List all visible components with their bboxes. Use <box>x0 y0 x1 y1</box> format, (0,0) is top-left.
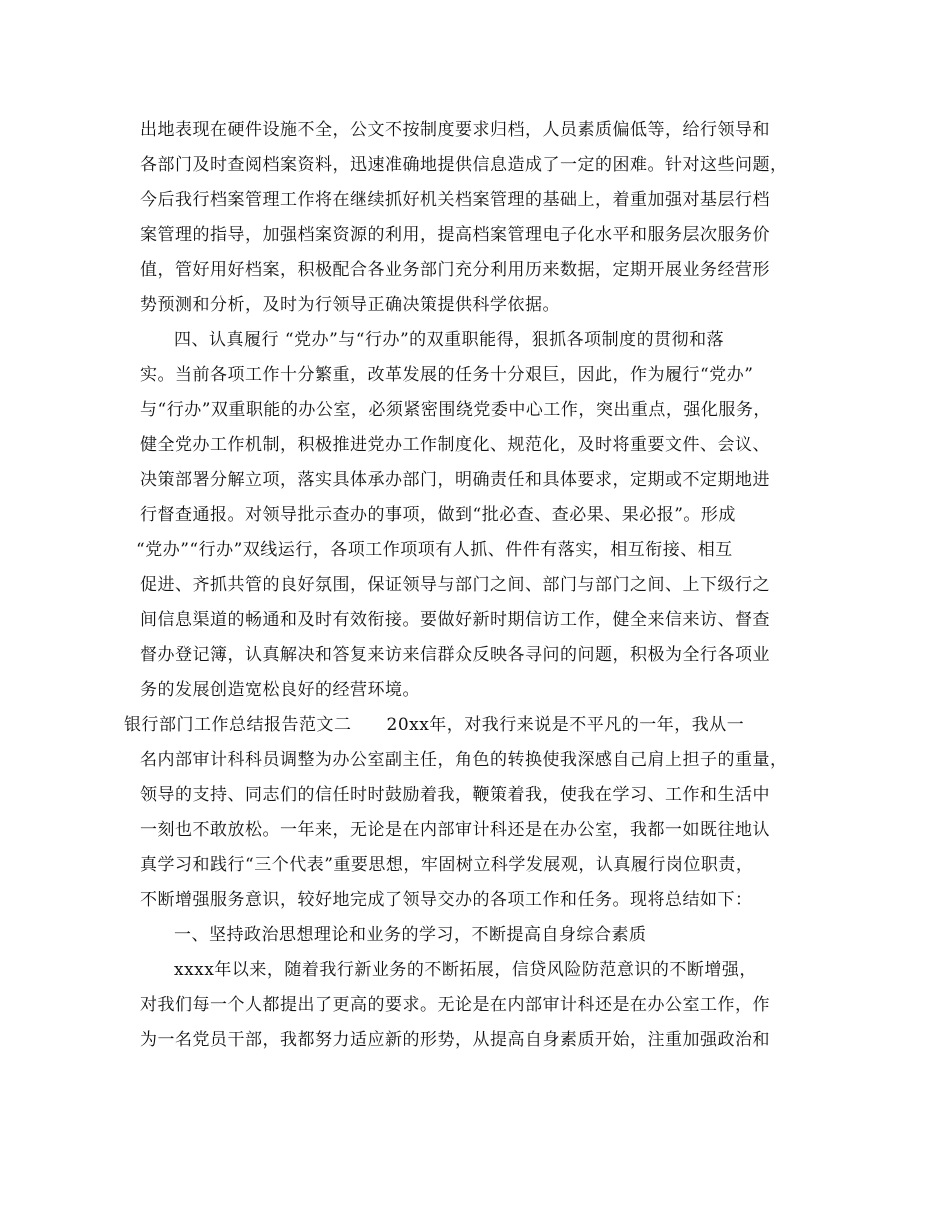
text-line: 出地表现在硬件设施不全，公文不按制度要求归档，人员素质偏低等，给行领导和 <box>140 120 770 140</box>
text-line: 值，管好用好档案，积极配合各业务部门充分利用历来数据，定期开展业务经营形 <box>140 260 770 280</box>
text-line: 务的发展创造宽松良好的经营环境。 <box>140 680 420 700</box>
text-line: 案管理的指导，加强档案资源的利用，提高档案管理电子化水平和服务层次服务价 <box>140 225 770 245</box>
text-line: 与“行办”双重职能的办公室，必须紧密围绕党委中心工作，突出重点，强化服务， <box>140 400 771 420</box>
text-line: 督办登记簿，认真解决和答复来访来信群众反映各寻问的问题，积极为全行各项业 <box>140 645 770 665</box>
text-line: 对我们每一个人都提出了更高的要求。无论是在内部审计科还是在办公室工作，作 <box>140 995 770 1015</box>
section-heading-line: 一、坚持政治思想理论和业务的学习，不断提高自身综合素质 <box>174 925 647 945</box>
text-line: 今后我行档案管理工作将在继续抓好机关档案管理的基础上，着重加强对基层行档 <box>140 190 770 210</box>
section-heading-line: 四、认真履行 “党办”与“行办”的双重职能得，狠抓各项制度的贯彻和落 <box>174 330 725 350</box>
text-line: 决策部署分解立项，落实具体承办部门，明确责任和具体要求，定期或不定期地进 <box>140 470 770 490</box>
text-line: 促进、齐抓共管的良好氛围，保证领导与部门之间、部门与部门之间、上下级行之 <box>140 575 770 595</box>
text-line: 势预测和分析，及时为行领导正确决策提供科学依据。 <box>140 295 560 315</box>
text-line: 不断增强服务意识，较好地完成了领导交办的各项工作和任务。现将总结如下： <box>140 890 753 910</box>
text-line: 为一名党员干部，我都努力适应新的形势，从提高自身素质开始，注重加强政治和 <box>140 1030 770 1050</box>
text-line: 间信息渠道的畅通和及时有效衔接。要做好新时期信访工作，健全来信来访、督查 <box>140 610 770 630</box>
text-line: 一刻也不敢放松。一年来，无论是在内部审计科还是在办公室，我都一如既往地认 <box>140 820 770 840</box>
text-line: 各部门及时查阅档案资料，迅速准确地提供信息造成了一定的困难。针对这些问题， <box>140 155 788 175</box>
article-title-line: 银行部门工作总结报告范文二 20xx年，对我行来说是不平凡的一年，我从一 <box>124 715 745 735</box>
text-line: xxxx年以来，随着我行新业务的不断拓展，信贷风险防范意识的不断增强， <box>174 960 757 980</box>
text-line: 真学习和践行“三个代表”重要思想，牢固树立科学发展观，认真履行岗位职责， <box>140 855 754 875</box>
text-line: 健全党办工作机制，积极推进党办工作制度化、规范化，及时将重要文件、会议、 <box>140 435 770 455</box>
text-line: 领导的支持、同志们的信任时时鼓励着我，鞭策着我，使我在学习、工作和生活中 <box>140 785 770 805</box>
text-line: 名内部审计科科员调整为办公室副主任，角色的转换使我深感自己肩上担子的重量， <box>140 750 788 770</box>
text-line: 行督查通报。对领导批示查办的事项，做到“批必查、查必果、果必报”。形成 <box>140 505 736 525</box>
text-line: 实。当前各项工作十分繁重，改革发展的任务十分艰巨，因此，作为履行“党办” <box>140 365 754 385</box>
text-line: “党办”“行办”双线运行，各项工作项项有人抓、件件有落实，相互衔接、相互 <box>136 540 733 560</box>
